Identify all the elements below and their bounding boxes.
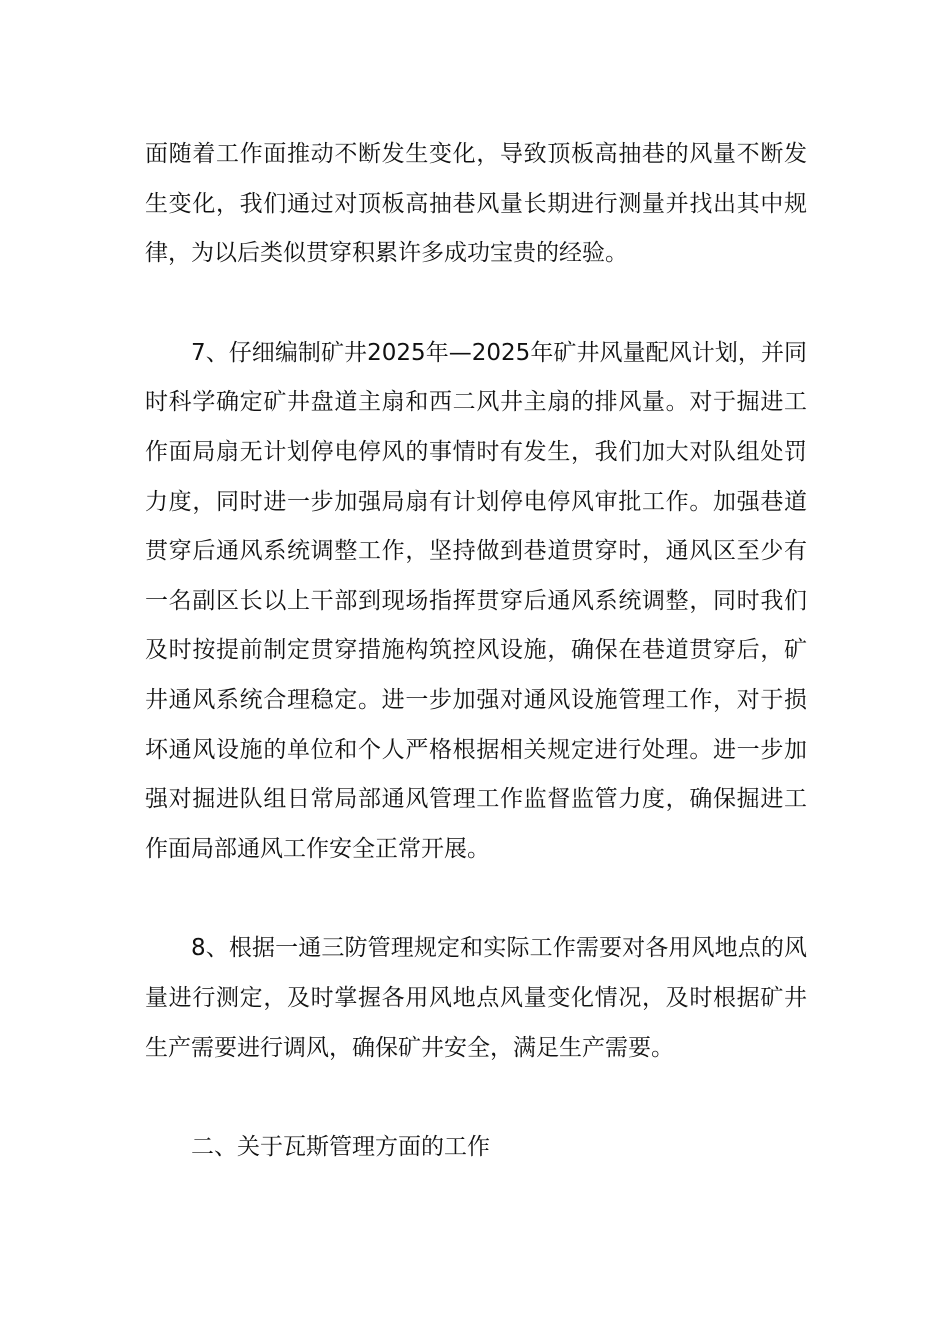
document-body [145,130,807,1173]
paragraph-item-7: 7、仔细编制矿井2025年—2025年矿井风量配风计划，并同时科学确定矿井盘道主扇和西二风井主扇的排风量。对于掘进工作面局扇无计划停电停风的事情时有发生，我们加大对队组处罚力度，同时进一步加强局扇有计划停电停风审批工作。加强巷道贯穿后通风系统调整工作，坚持做到巷道贯穿时，通风区至少有一名副区长以上干部到现场指挥贯穿后通风系统调整，同时我们及时按提前制定贯穿措施构筑控风设施，确保在巷道贯穿后，矿井通风系统合理稳定。进一步加强对通风设施管理工作，对于损坏通风设施的单位和个人严格根据相关规定进行处理。进一步加强对掘进队组日常局部通风管理工作监督监管力度，确保掘进工作面局部通风工作安全正常开展。 [145,339,807,862]
paragraph-item-8: 8、根据一通三防管理规定和实际工作需要对各用风地点的风量进行测定，及时掌握各用风地点风量变化情况，及时根据矿井生产需要进行调风，确保矿井安全，满足生产需要。 [145,935,807,1061]
paragraph-continuation: 面随着工作面推动不断发生变化，导致顶板高抽巷的风量不断发生变化，我们通过对顶板高抽巷风量长期进行测量并找出其中规律，为以后类似贯穿积累许多成功宝贵的经验。 [145,141,807,267]
section-heading-gas-management: 二、关于瓦斯管理方面的工作 [191,1134,490,1161]
